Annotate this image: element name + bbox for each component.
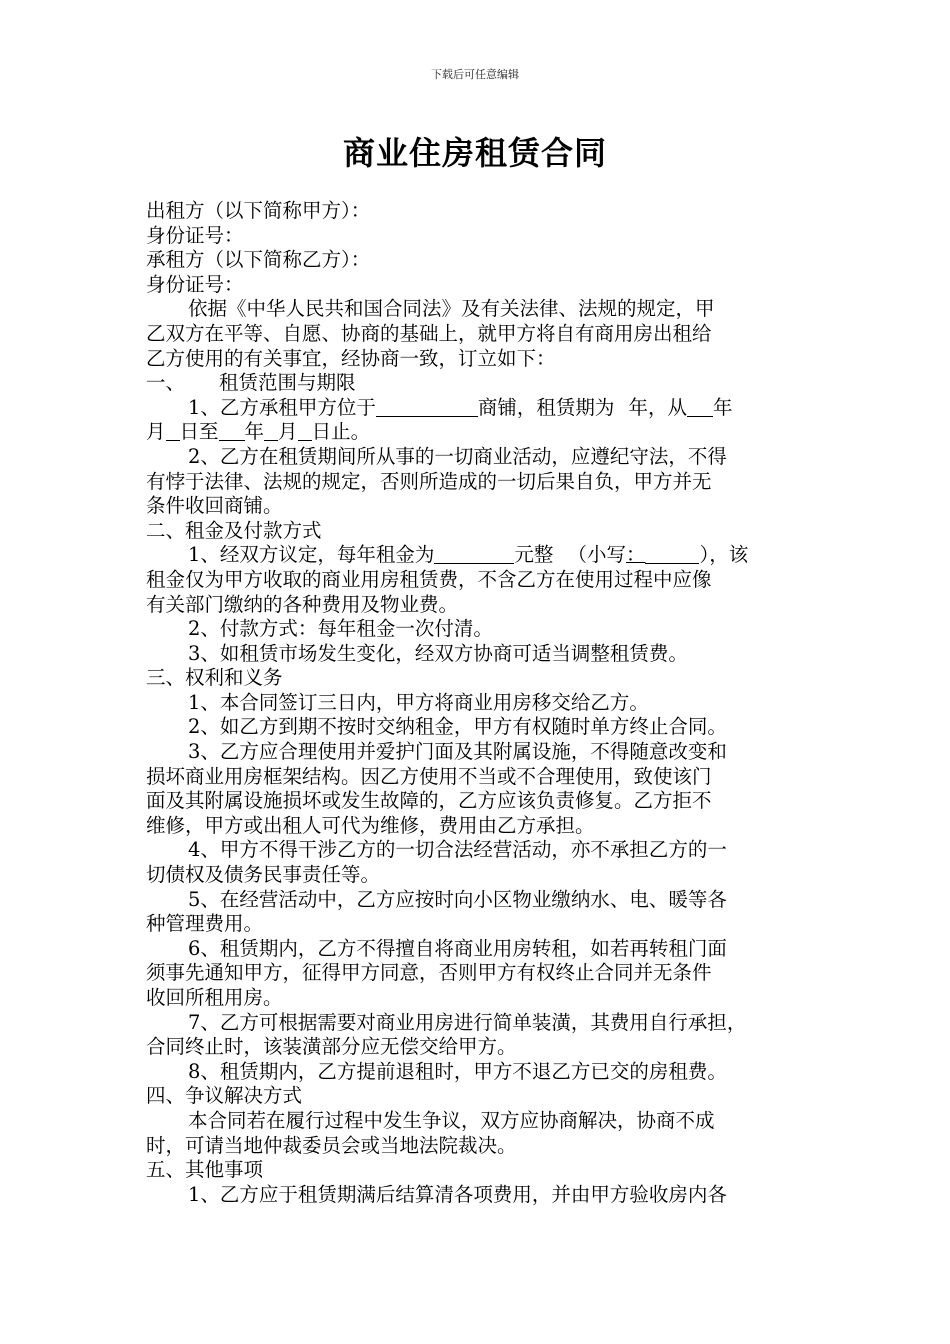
clause-line: 2、如乙方到期不按时交纳租金，甲方有权随时单方终止合同。 [188,715,727,739]
start-day-blank[interactable] [166,421,180,441]
clause-line: 6、租赁期内，乙方不得擅自将商业用房转租，如若再转租门面 [188,936,727,960]
end-year-blank[interactable] [219,421,245,441]
clause-line: 种管理费用。 [146,912,264,936]
location-blank[interactable] [376,397,478,417]
section-heading [146,371,822,396]
header-note: 下载后可任意编辑 [431,68,519,81]
section-heading: 四、争议解决方式 [146,1084,303,1108]
clause-line: 有悖于法律、法规的规定，否则所造成的一切后果自负，甲方并无 [146,469,712,493]
lessor-line: 出租方（以下简称甲方）： [146,199,371,222]
clause-line: 2、付款方式：每年租金一次付清。 [188,617,493,641]
clause-line: 时，可请当地仲裁委员会或当地法院裁决。 [146,1133,517,1157]
clause-line: 3、如租赁市场发生变化，经双方协商可适当调整租赁费。 [188,641,688,665]
clause-line: 5、在经营活动中，乙方应按时向小区物业缴纳水、电、暖等各 [188,887,727,911]
clause-line: 2、乙方在租赁期间所从事的一切商业活动，应遵纪守法，不得 [188,444,727,468]
preamble-line: 依据《中华人民共和国合同法》及有关法律、法规的规定，甲 [188,297,715,321]
clause-line: 8、租赁期内，乙方提前退租时，甲方不退乙方已交的房租费。 [188,1059,727,1083]
clause-line: 7、乙方可根据需要对商业用房进行简单装潢，其费用自行承担， [188,1010,747,1034]
clause-line: 1、乙方应于租赁期满后结算清各项费用，并由甲方验收房内各 [188,1182,727,1206]
section-heading: 三、权利和义务 [146,666,283,690]
clause-line: 1、乙方承租甲方位于 商铺，租赁期为 年，从 年 [188,395,733,419]
clause-line: 条件收回商铺。 [146,494,283,518]
preamble-line: 乙方使用的有关事宜，经协商一致，订立如下： [146,346,556,370]
lessor-id-line: 身份证号： [146,223,244,247]
clause-line: 须事先通知甲方，征得甲方同意，否则甲方有权终止合同并无条件 [146,961,712,985]
document-title: 商业住房租赁合同 [342,134,607,172]
clause-line: 租金仅为甲方收取的商业用房租赁费，不含乙方在使用过程中应像 [146,567,712,591]
rent-figure-blank[interactable] [645,544,699,564]
start-year-blank[interactable] [687,397,713,417]
end-month-blank[interactable] [264,421,278,441]
lessee-id-line: 身份证号： [146,272,244,296]
clause-line: 本合同若在履行过程中发生争议，双方应协商解决，协商不成 [188,1108,715,1132]
section-title: 租赁范围与期限 [219,371,356,395]
preamble-line: 乙双方在平等、自愿、协商的基础上，就甲方将自有商用房出租给 [146,321,712,345]
clause-line: 维修，甲方或出租人可代为维修，费用由乙方承担。 [146,813,595,837]
section-heading: 二、租金及付款方式 [146,518,322,542]
clause-line: 损坏商业用房框架结构。因乙方使用不当或不合理使用，致使该门 [146,764,712,788]
section-number: 一、 [146,371,186,395]
lessee-line: 承租方（以下简称乙方）： [146,248,371,272]
end-day-blank[interactable] [298,421,312,441]
clause-line: 面及其附属设施损坏或发生故障的，乙方应该负责修复。乙方拒不 [146,789,712,813]
clause-line: 3、乙方应合理使用并爱护门面及其附属设施，不得随意改变和 [188,740,727,764]
rent-amount-blank[interactable] [434,544,514,564]
clause-line: 收回所租用房。 [146,986,283,1009]
clause-line: 1、经双方议定，每年租金为 元整 （小写： ），该 [188,543,749,567]
clause-line: 切债权及债务民事责任等。 [146,863,381,887]
clause-line: 合同终止时，该装潢部分应无偿交给甲方。 [146,1035,517,1059]
clause-line: 月 日至 年 月 日止。 [146,420,371,444]
clause-line: 4、甲方不得干涉乙方的一切合法经营活动，亦不承担乙方的一 [188,838,727,862]
contract-body [146,199,822,1207]
section-heading: 五、其他事项 [146,1158,264,1182]
clause-line: 1、本合同签订三日内，甲方将商业用房移交给乙方。 [188,690,649,714]
clause-line: 有关部门缴纳的各种费用及物业费。 [146,592,459,616]
